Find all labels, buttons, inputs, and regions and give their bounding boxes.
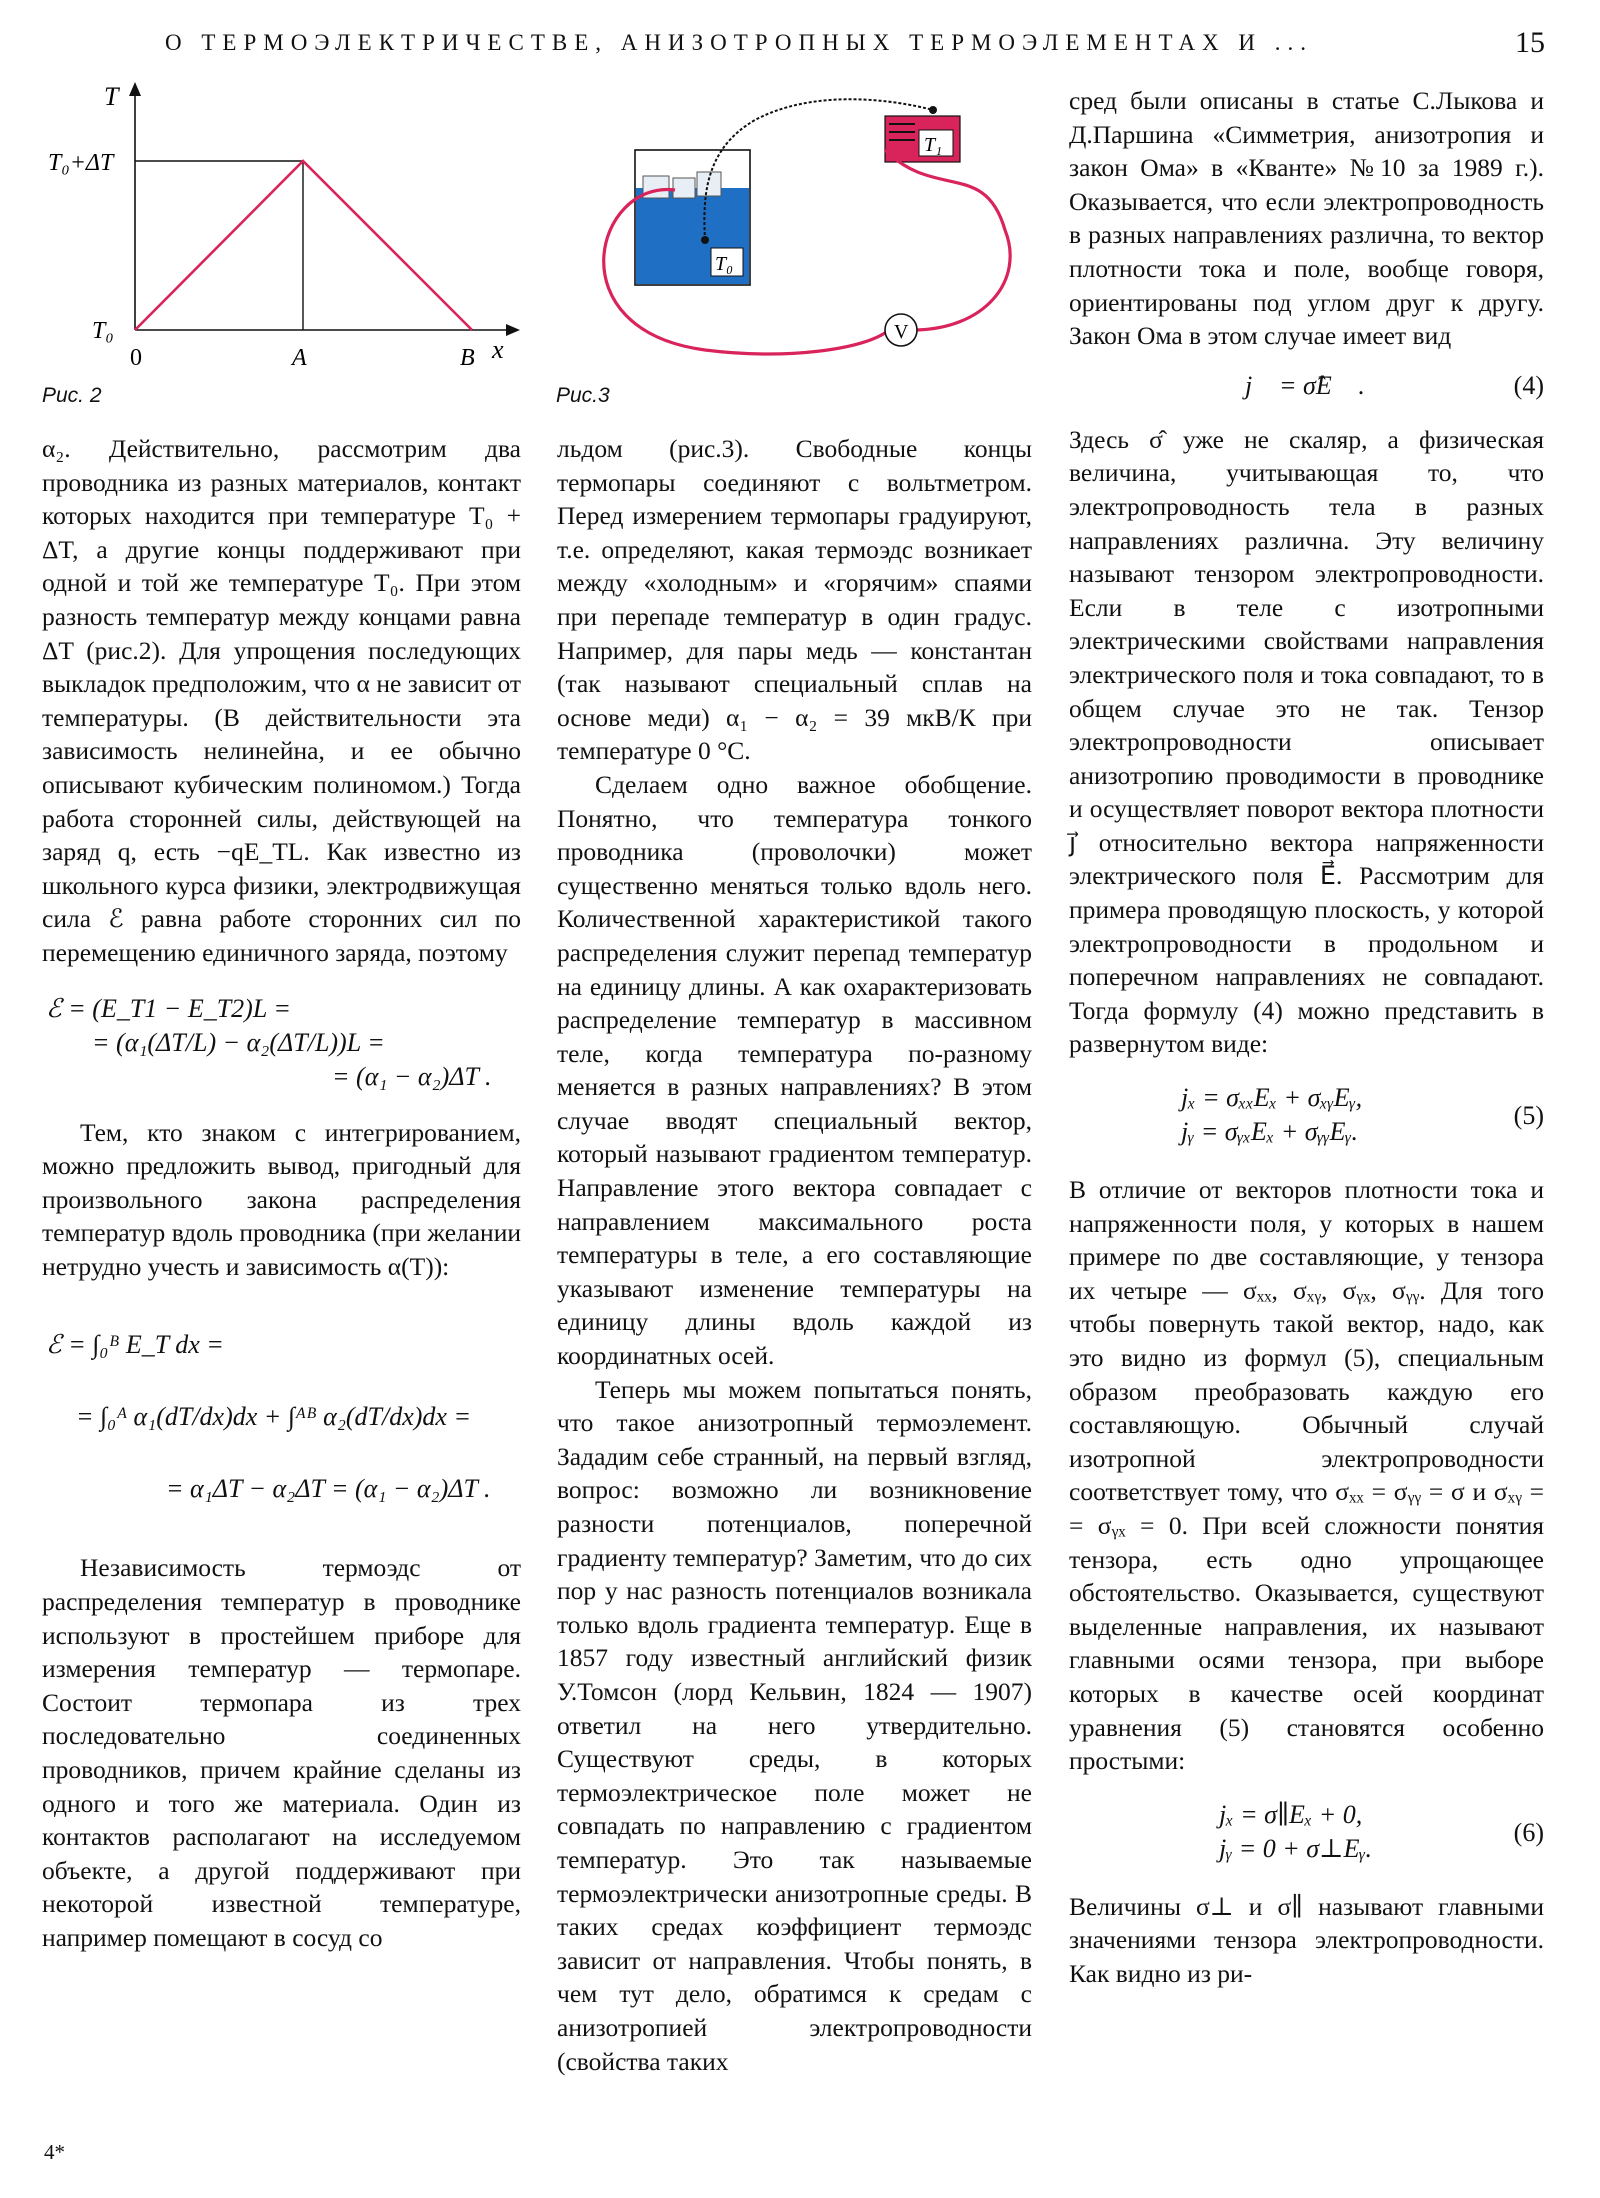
col1-paragraph-2: Тем, кто знаком с интегрированием, можно предложить вывод, пригодный для произвольного закона распределения температур вдоль проводника (при желании нетрудно учесть и зависимость α(T)):: [42, 1117, 521, 1281]
figure-3-caption: Рис.3: [556, 384, 610, 407]
equation-integral: [46, 1309, 521, 1525]
col3-paragraph-4: Величины σ⊥ и σ∥ называют главными значениями тензора электропроводности. Как видно из ри-: [1069, 1891, 1544, 1988]
col3-paragraph-1: сред были описаны в статье С.Лыкова и Д.Паршина «Симметрия, анизотропия и закон Ома» в «Кванте» №10 за 1989 г.). Оказывается, что если электропроводность в разных направлениях различна, то вектор плотности тока и поле, вообще говоря, ориентированы под углом друг к другу. Закон Ома в этом случае имеет вид: [1069, 86, 1544, 351]
col2-paragraph-1: льдом (рис.3). Свободные концы термопары соединяют с вольтметром. Перед измерением термопары градуируют, т.е. определяют, какая термоэдс возникает между «холодным» и «горячим» спаями при перепаде температур в один градус. Например, для пары медь — константан (так называют специальный сплав на основе меди) α₁ − α₂ = 39 мкВ/К при температуре 0 °С.: [557, 434, 1032, 766]
equation-6: [1069, 1798, 1544, 1870]
figure-3: [555, 80, 1035, 380]
cold-junction: [701, 236, 709, 244]
column-1: [42, 432, 521, 1955]
tick-b: B: [460, 345, 475, 371]
ice-cube-3: [697, 172, 721, 196]
eq5-number: (5): [1513, 1101, 1544, 1131]
hot-junction: [929, 106, 937, 114]
eq2-line-2: = ∫₀ᴬ α₁(dT/dx)dx + ∫ᴬᴮ α₂(dT/dx)dx =: [76, 1402, 471, 1432]
column-3: [1069, 84, 1544, 1991]
eq4-body: j⃗ = σ̂E⃗ .: [1245, 370, 1365, 400]
eq5-line-2: jᵧ = σᵧₓEₓ + σᵧᵧEᵧ.: [1181, 1117, 1358, 1147]
col2-paragraph-3: Теперь мы можем попытаться понять, что такое анизотропный термоэлемент. Зададим себе странный, на первый взгляд, вопрос: возможно ли возникновение разности потенциалов, поперечной градиенту температур? Заметим, что до сих пор у нас разность потенциалов возникала только вдоль градиента температур. Еще в 1857 году известный английский физик У.Томсон (лорд Кельвин, 1824 — 1907) ответил на него утвердительно. Существуют среды, в которых термоэлектрическое поле может не совпадать по направлению с градиентом температур. Это так называемые термоэлектрически анизотропные среды. В таких средах коэффициент термоэдс зависит от направления. Чтобы понять, в чем тут дело, обратимся к средам с анизотропией электропроводности (свойства таких: [557, 1374, 1032, 2076]
top-level-label: T₀+ΔT: [48, 150, 114, 176]
eq6-line-2: jᵧ = 0 + σ⊥Eᵧ.: [1219, 1833, 1372, 1863]
figure-2: [40, 80, 530, 380]
col3-paragraph-2: Здесь σ̂ уже не скаляр, а физическая величина, учитывающая то, что электропроводность тела в разных направлениях различна. Эту величину называют тензором электропроводности. Если в теле с изотропными электрическими свойствами направления электрического поля и тока совпадают, то в общем случае это не так. Тензор электропроводности описывает анизотропию проводимости в проводнике и осуществляет поворот вектора плотности j⃗ относительно вектора напряженности электрического поля E⃗. Рассмотрим для примера проводящую плоскость, у которой электропроводности в продольном и поперечном направлениях не совпадают. Тогда формулу (4) можно представить в развернутом виде:: [1069, 424, 1544, 1059]
eq5-line-1: jₓ = σₓₓEₓ + σₓᵧEᵧ,: [1181, 1083, 1363, 1113]
figure-2-caption: Рис. 2: [42, 384, 102, 407]
equation-5: [1069, 1081, 1544, 1153]
eq2-line-1: ℰ = ∫₀ᴮ E_T dx =: [46, 1330, 224, 1360]
header-title: О ТЕРМОЭЛЕКТРИЧЕСТВЕ, АНИЗОТРОПНЫХ ТЕРМОЭЛЕМЕНТАХ И ...: [165, 30, 1314, 55]
eq1-line-1: ℰ = (E_T1 − E_T2)L =: [46, 993, 291, 1023]
tick-a: A: [292, 345, 307, 371]
running-header: [165, 26, 1545, 70]
page-number: 15: [1515, 26, 1545, 59]
y-axis-label: T: [104, 82, 119, 111]
column-2: [557, 432, 1032, 2078]
cold-label: T₀: [715, 253, 734, 275]
ice-cube-2: [673, 178, 695, 198]
equation-emf: [46, 992, 521, 1094]
signature-mark: 4*: [44, 2140, 65, 2164]
tick-0: 0: [130, 345, 142, 371]
eq6-line-1: jₓ = σ∥Eₓ + 0,: [1219, 1799, 1363, 1829]
col3-paragraph-3: В отличие от векторов плотности тока и напряженности поля, у которых в нашем примере по две составляющие, у тензора их четыре — σₓₓ, σₓᵧ, σᵧₓ, σᵧᵧ. Для того чтобы повернуть такой вектор, надо, как это видно из формул (5), специальным образом преобразовать каждую его составляющую. Обычный случай изотропной электропроводности соответствует тому, что σₓₓ = σᵧᵧ = σ и σₓᵧ = = σᵧₓ = 0. При всей сложности понятия тензора, есть одно упрощающее обстоятельство. Оказывается, существуют выделенные направления, их называют главными осями тензора, при выборе которых в качестве осей координат уравнения (5) становятся особенно простыми:: [1069, 1175, 1544, 1776]
eq4-number: (4): [1513, 370, 1544, 400]
eq6-number: (6): [1513, 1817, 1544, 1847]
col1-paragraph-3: Независимость термоэдс от распределения температур в проводнике используют в простейшем приборе для измерения температур — термопаре. Состоит термопара из трех последовательно соединенных проводников, причем крайние сделаны из одного и того же материала. Один из контактов располагают на исследуемом объекте, а другой поддерживают при некоторой известной температуре, например помещают в сосуд со: [42, 1553, 521, 1952]
x-axis-label: x: [492, 335, 504, 364]
col2-paragraph-2: Сделаем одно важное обобщение. Понятно, что температура тонкого проводника (проволочки) может существенно меняться только вдоль него. Количественной характеристикой такого распределения служит перепад температур на единицу длины. А как охарактеризовать распределение температур в массивном теле, когда температура по-разному меняется в разных направлениях? В этом случае вводят специальный вектор, который называют градиентом температур. Направление этого вектора совпадает с направлением максимального роста температуры в теле, а его составляющие указывают изменение температуры на единицу длины вдоль каждой из координатных осей.: [557, 769, 1032, 1371]
equation-4: [1069, 369, 1544, 405]
bottom-level-label: T₀: [92, 318, 114, 344]
eq1-line-2: = (α₁(ΔT/L) − α₂(ΔT/L))L =: [92, 1027, 385, 1057]
eq1-line-3: = (α₁ − α₂)ΔT .: [332, 1061, 492, 1091]
hot-label: T₁: [924, 134, 943, 156]
voltmeter-label: V: [894, 321, 909, 343]
eq2-line-3: = α₁ΔT − α₂ΔT = (α₁ − α₂)ΔT .: [166, 1474, 491, 1504]
col1-paragraph-1: α₂. Действительно, рассмотрим два проводника из разных материалов, контакт которых находится при температуре T₀ + ΔT, а другие концы поддерживают при одной и той же температуре T₀. При этом разность температур между концами равна ΔT (рис.2). Для упрощения последующих выкладок предположим, что α не зависит от температуры. (В действительности эта зависимость нелинейна, и ее обычно описывают кубическим полиномом.) Тогда работа сторонней силы, действующей на заряд q, есть −qE_TL. Как известно из школьного курса физики, электродвижущая сила ℰ равна работе сторонних сил по перемещению единичного заряда, поэтому: [42, 434, 521, 967]
x-axis-arrow: [506, 324, 520, 336]
y-axis-arrow: [129, 82, 141, 96]
